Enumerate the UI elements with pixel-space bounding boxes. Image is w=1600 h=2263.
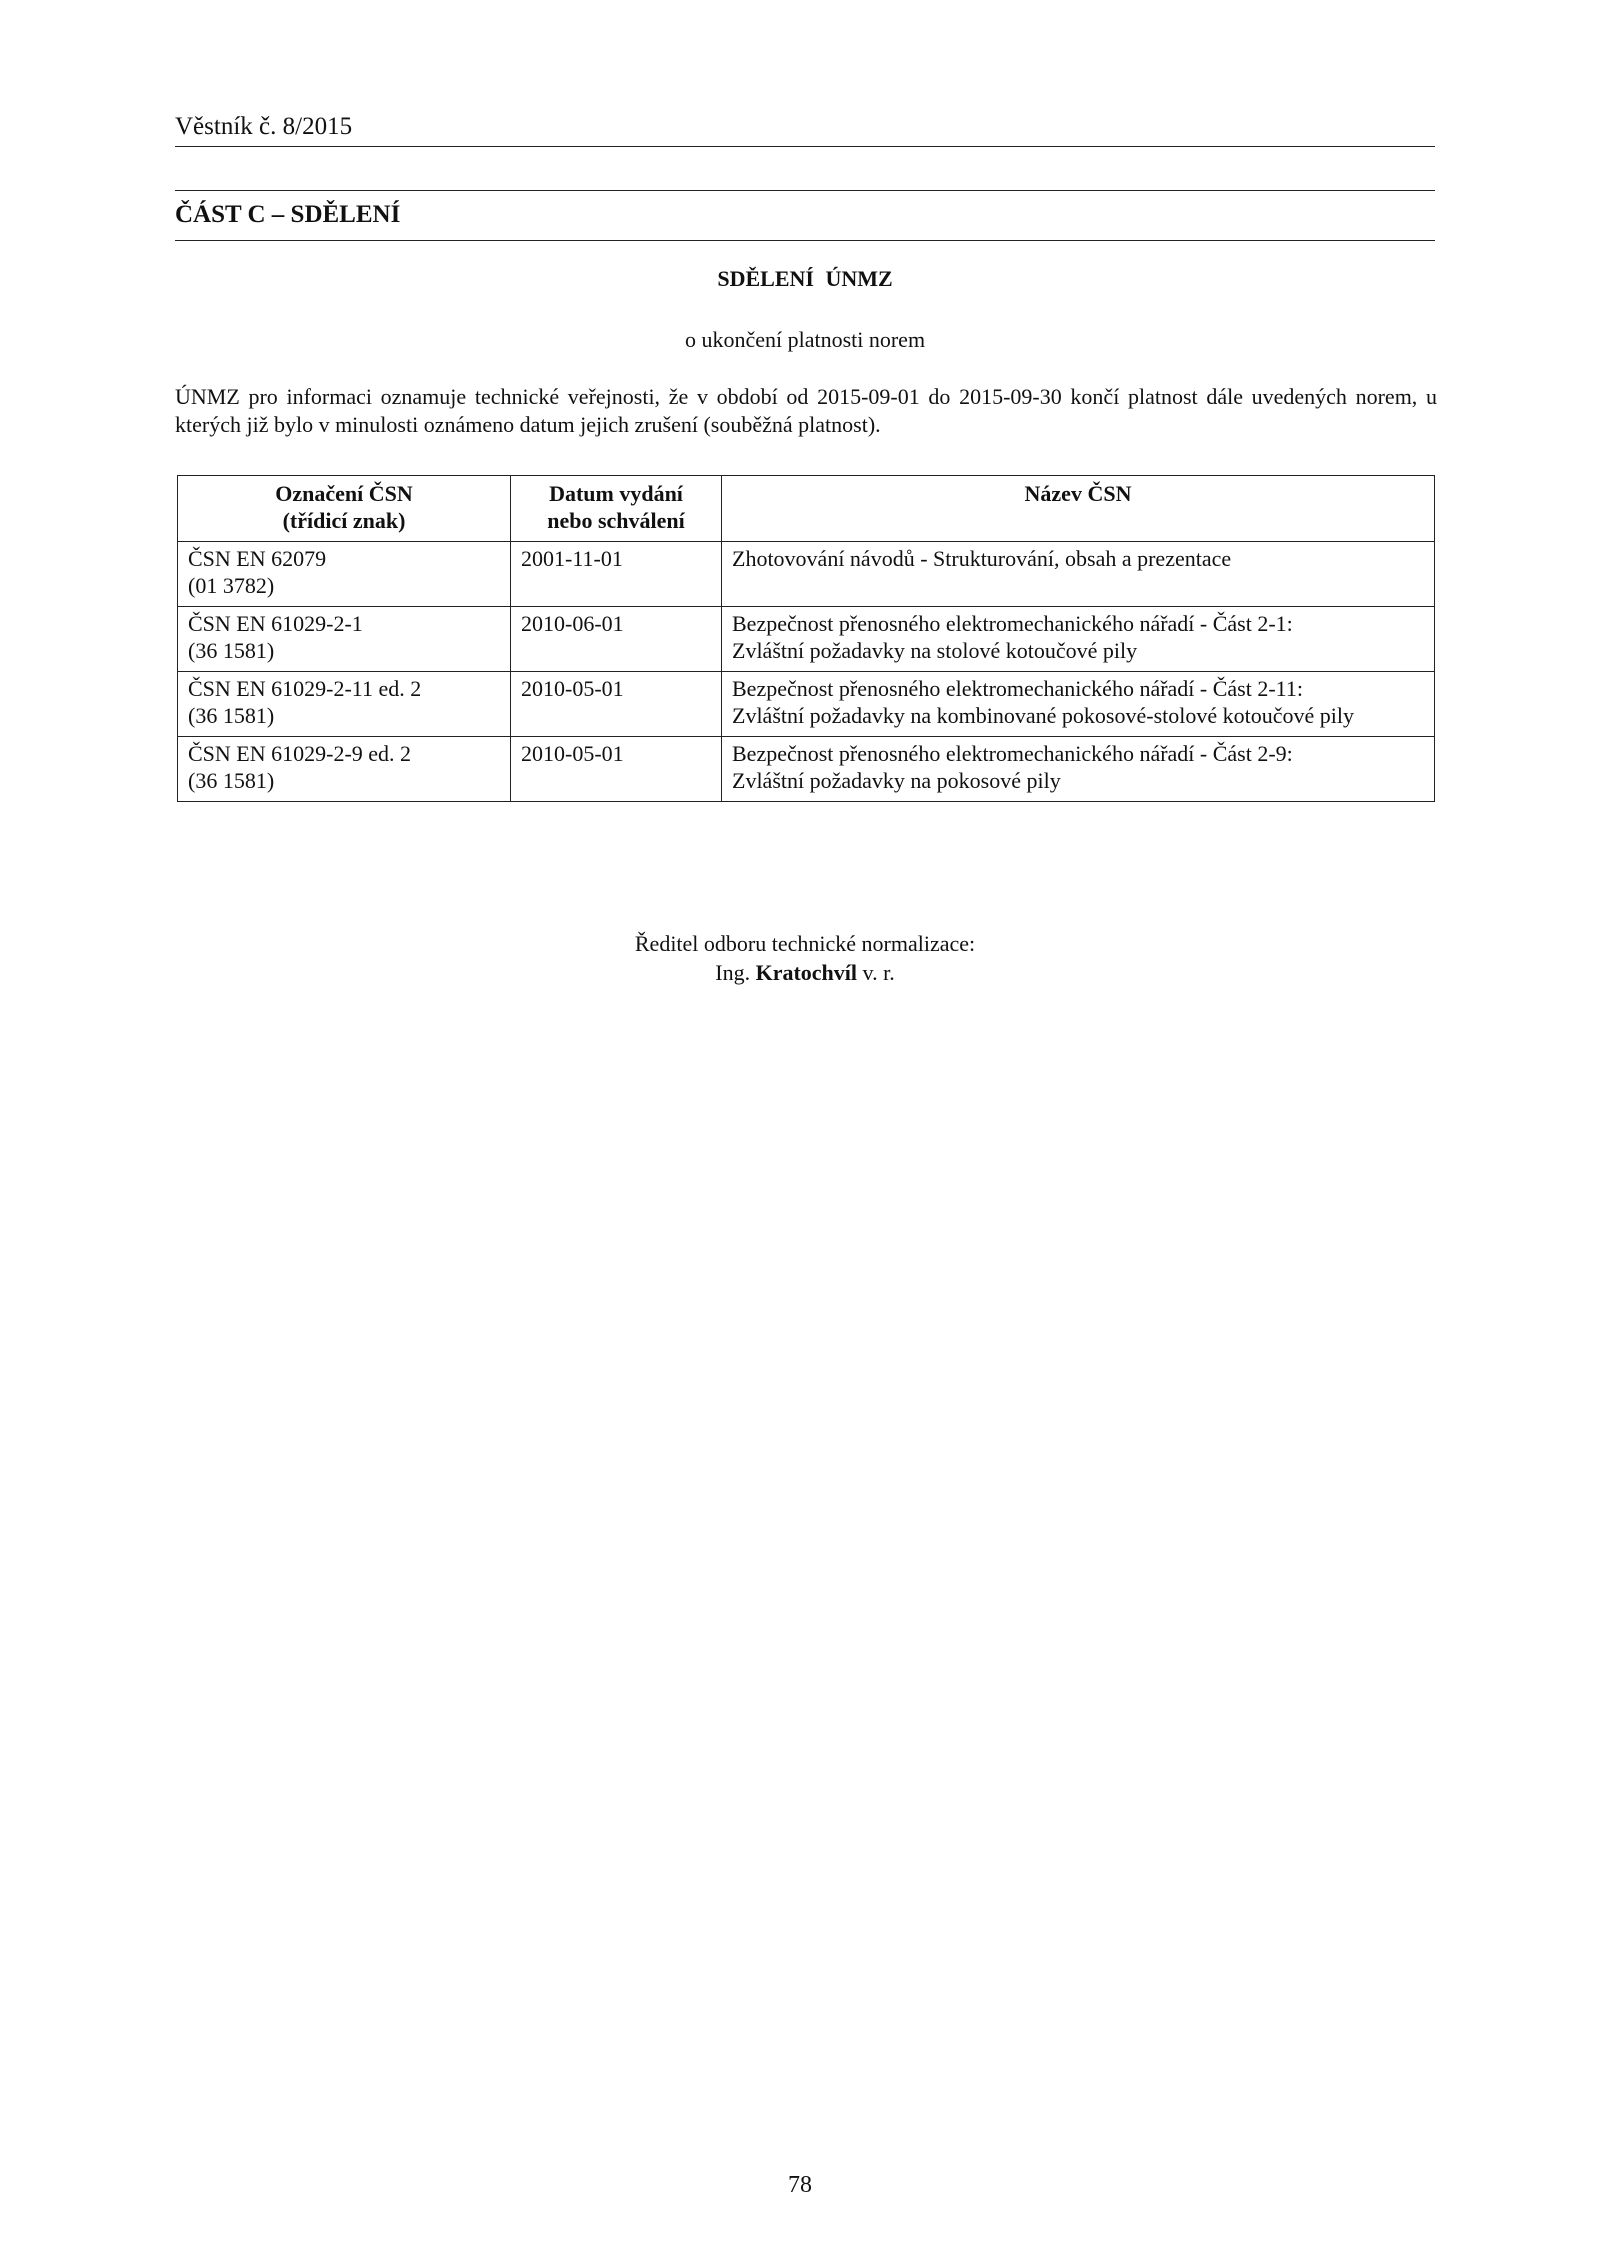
name-cell — [722, 737, 1435, 802]
signatory-suffix: v. r. — [862, 960, 895, 985]
norm-name-line: Zhotovování návodů - Strukturování, obsah a prezentace — [732, 546, 1232, 571]
classification-code: (36 1581) — [188, 703, 275, 728]
date-cell: 2010-05-01 — [511, 672, 722, 737]
designation-cell — [178, 737, 511, 802]
section-top-rule — [175, 190, 1435, 191]
norm-name-line: Bezpečnost přenosného elektromechanického nářadí - Část 2-1: — [732, 611, 1293, 636]
column-header-line: Označení ČSN — [275, 481, 413, 506]
norms-table — [177, 475, 1435, 802]
table-row — [178, 607, 1435, 672]
name-cell — [722, 672, 1435, 737]
section-title: ČÁST C – SDĚLENÍ — [175, 201, 401, 228]
signatory-line — [0, 958, 1600, 987]
table-row — [178, 737, 1435, 802]
table-header-row — [178, 476, 1435, 542]
header-rule — [175, 146, 1435, 147]
date-cell: 2010-06-01 — [511, 607, 722, 672]
column-header-line: nebo schválení — [547, 508, 685, 533]
designation-text: ČSN EN 61029-2-11 ed. 2 — [188, 676, 422, 701]
intro-paragraph: ÚNMZ pro informaci oznamuje technické veřejnosti, že v období od 2015-09-01 do 2015-09-30 končí platnost dále uvedených norem, u kterých již bylo v minulosti oznámeno datum jejich zrušení (souběžná platnost). — [175, 384, 1437, 437]
designation-cell — [178, 542, 511, 607]
notice-subtitle: o ukončení platnosti norem — [684, 327, 926, 352]
signatory-name: Kratochvíl — [755, 960, 858, 985]
column-header-designation — [178, 476, 511, 542]
norm-name-line: Zvláštní požadavky na kombinované pokosové-stolové kotoučové pily — [732, 703, 1354, 728]
classification-code: (36 1581) — [188, 768, 275, 793]
journal-header: Věstník č. 8/2015 — [175, 113, 353, 140]
designation-text: ČSN EN 62079 — [188, 546, 327, 571]
table-row — [178, 542, 1435, 607]
signatory-role: Ředitel odboru technické normalizace: — [634, 931, 976, 956]
name-cell — [722, 542, 1435, 607]
designation-text: ČSN EN 61029-2-9 ed. 2 — [188, 741, 412, 766]
norm-name-line: Bezpečnost přenosného elektromechanického nářadí - Část 2-9: — [732, 741, 1293, 766]
signatory-prefix: Ing. — [715, 960, 751, 985]
column-header-name — [722, 476, 1435, 542]
table-row — [178, 672, 1435, 737]
date-cell: 2010-05-01 — [511, 737, 722, 802]
designation-text: ČSN EN 61029-2-1 — [188, 611, 363, 636]
name-cell — [722, 607, 1435, 672]
column-header-line: Název ČSN — [1024, 481, 1132, 506]
page-number: 78 — [788, 2172, 812, 2198]
section-bottom-rule — [175, 240, 1435, 241]
column-header-line: Datum vydání — [549, 481, 683, 506]
notice-title: SDĚLENÍ ÚNMZ — [717, 266, 893, 291]
column-header-date — [511, 476, 722, 542]
designation-cell — [178, 672, 511, 737]
norm-name-line: Zvláštní požadavky na pokosové pily — [732, 768, 1061, 793]
designation-cell — [178, 607, 511, 672]
norm-name-line: Bezpečnost přenosného elektromechanického nářadí - Část 2-11: — [732, 676, 1303, 701]
signature-block — [0, 929, 1600, 987]
norm-name-line: Zvláštní požadavky na stolové kotoučové pily — [732, 638, 1138, 663]
classification-code: (01 3782) — [188, 573, 275, 598]
date-cell: 2001-11-01 — [511, 542, 722, 607]
classification-code: (36 1581) — [188, 638, 275, 663]
column-header-line: (třídicí znak) — [282, 508, 406, 533]
